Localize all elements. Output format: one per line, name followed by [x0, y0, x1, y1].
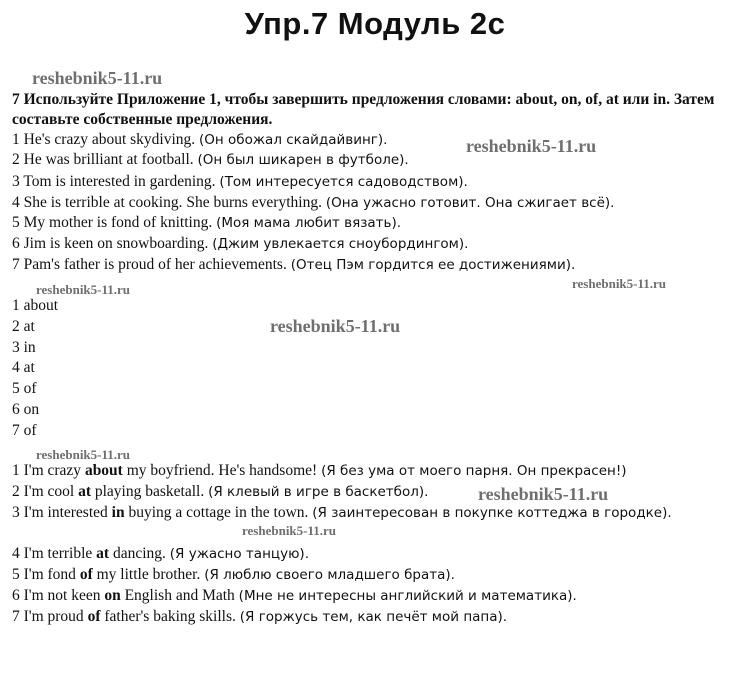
own-sentence-line: 6 I'm not keen on English and Math (Мне не интересны английский и математика).	[12, 587, 577, 604]
watermark: reshebnik5-11.ru	[572, 276, 667, 291]
answer-item: 1 about	[12, 297, 59, 314]
watermark: reshebnik5-11.ru	[32, 68, 163, 88]
sentence-line: 3 Tom is interested in gardening. (Том интересуется садоводством).	[12, 173, 468, 190]
own-sentence-line: 4 I'm terrible at dancing. (Я ужасно танцую).	[12, 545, 309, 562]
answer-item: 6 on	[12, 401, 40, 418]
watermark: reshebnik5-11.ru	[270, 316, 401, 336]
watermark: reshebnik5-11.ru	[466, 136, 597, 156]
page-title: Упр.7 Модуль 2с	[244, 6, 506, 41]
own-sentence-line: 7 I'm proud of father's baking skills. (Я горжусь тем, как печёт мой папа).	[12, 608, 508, 625]
answer-item: 2 at	[12, 318, 35, 335]
answer-item: 7 of	[12, 422, 37, 439]
answer-item: 3 in	[12, 339, 36, 356]
sentence-line: 1 He's crazy about skydiving. (Он обожал скайдайвинг).	[12, 131, 388, 148]
sentence-line: 2 He was brilliant at football. (Он был шикарен в футболе).	[12, 151, 409, 168]
task-instruction: 7 Используйте Приложение 1, чтобы завершить предложения словами: about, on, of, at или in. Затем составьте собственные предложения.	[12, 91, 715, 128]
watermark: reshebnik5-11.ru	[36, 282, 131, 297]
own-sentence-line: 2 I'm cool at playing basketall. (Я клевый в игре в баскетбол).	[12, 483, 429, 500]
sentence-line: 5 My mother is fond of knitting. (Моя мама любит вязать).	[12, 214, 402, 231]
watermark: reshebnik5-11.ru	[242, 523, 337, 538]
watermark: reshebnik5-11.ru	[478, 484, 609, 504]
sentence-line: 4 She is terrible at cooking. She burns everything. (Она ужасно готовит. Она сжигает всё).	[12, 194, 615, 211]
own-sentence-line: 5 I'm fond of my little brother. (Я люблю своего младшего брата).	[12, 566, 455, 583]
watermark: reshebnik5-11.ru	[36, 447, 131, 462]
answer-item: 5 of	[12, 380, 37, 397]
sentence-line: 7 Pam's father is proud of her achievements. (Отец Пэм гордится ее достижениями).	[12, 256, 576, 273]
sentence-line: 6 Jim is keen on snowboarding. (Джим увлекается сноубордингом).	[12, 235, 469, 252]
own-sentence-line: 3 I'm interested in buying a cottage in the town. (Я заинтересован в покупке коттеджа в городке).	[12, 504, 672, 521]
answer-item: 4 at	[12, 359, 35, 376]
own-sentence-line: 1 I'm crazy about my boyfriend. He's handsome! (Я без ума от моего парня. Он прекрасен!)	[12, 462, 627, 479]
